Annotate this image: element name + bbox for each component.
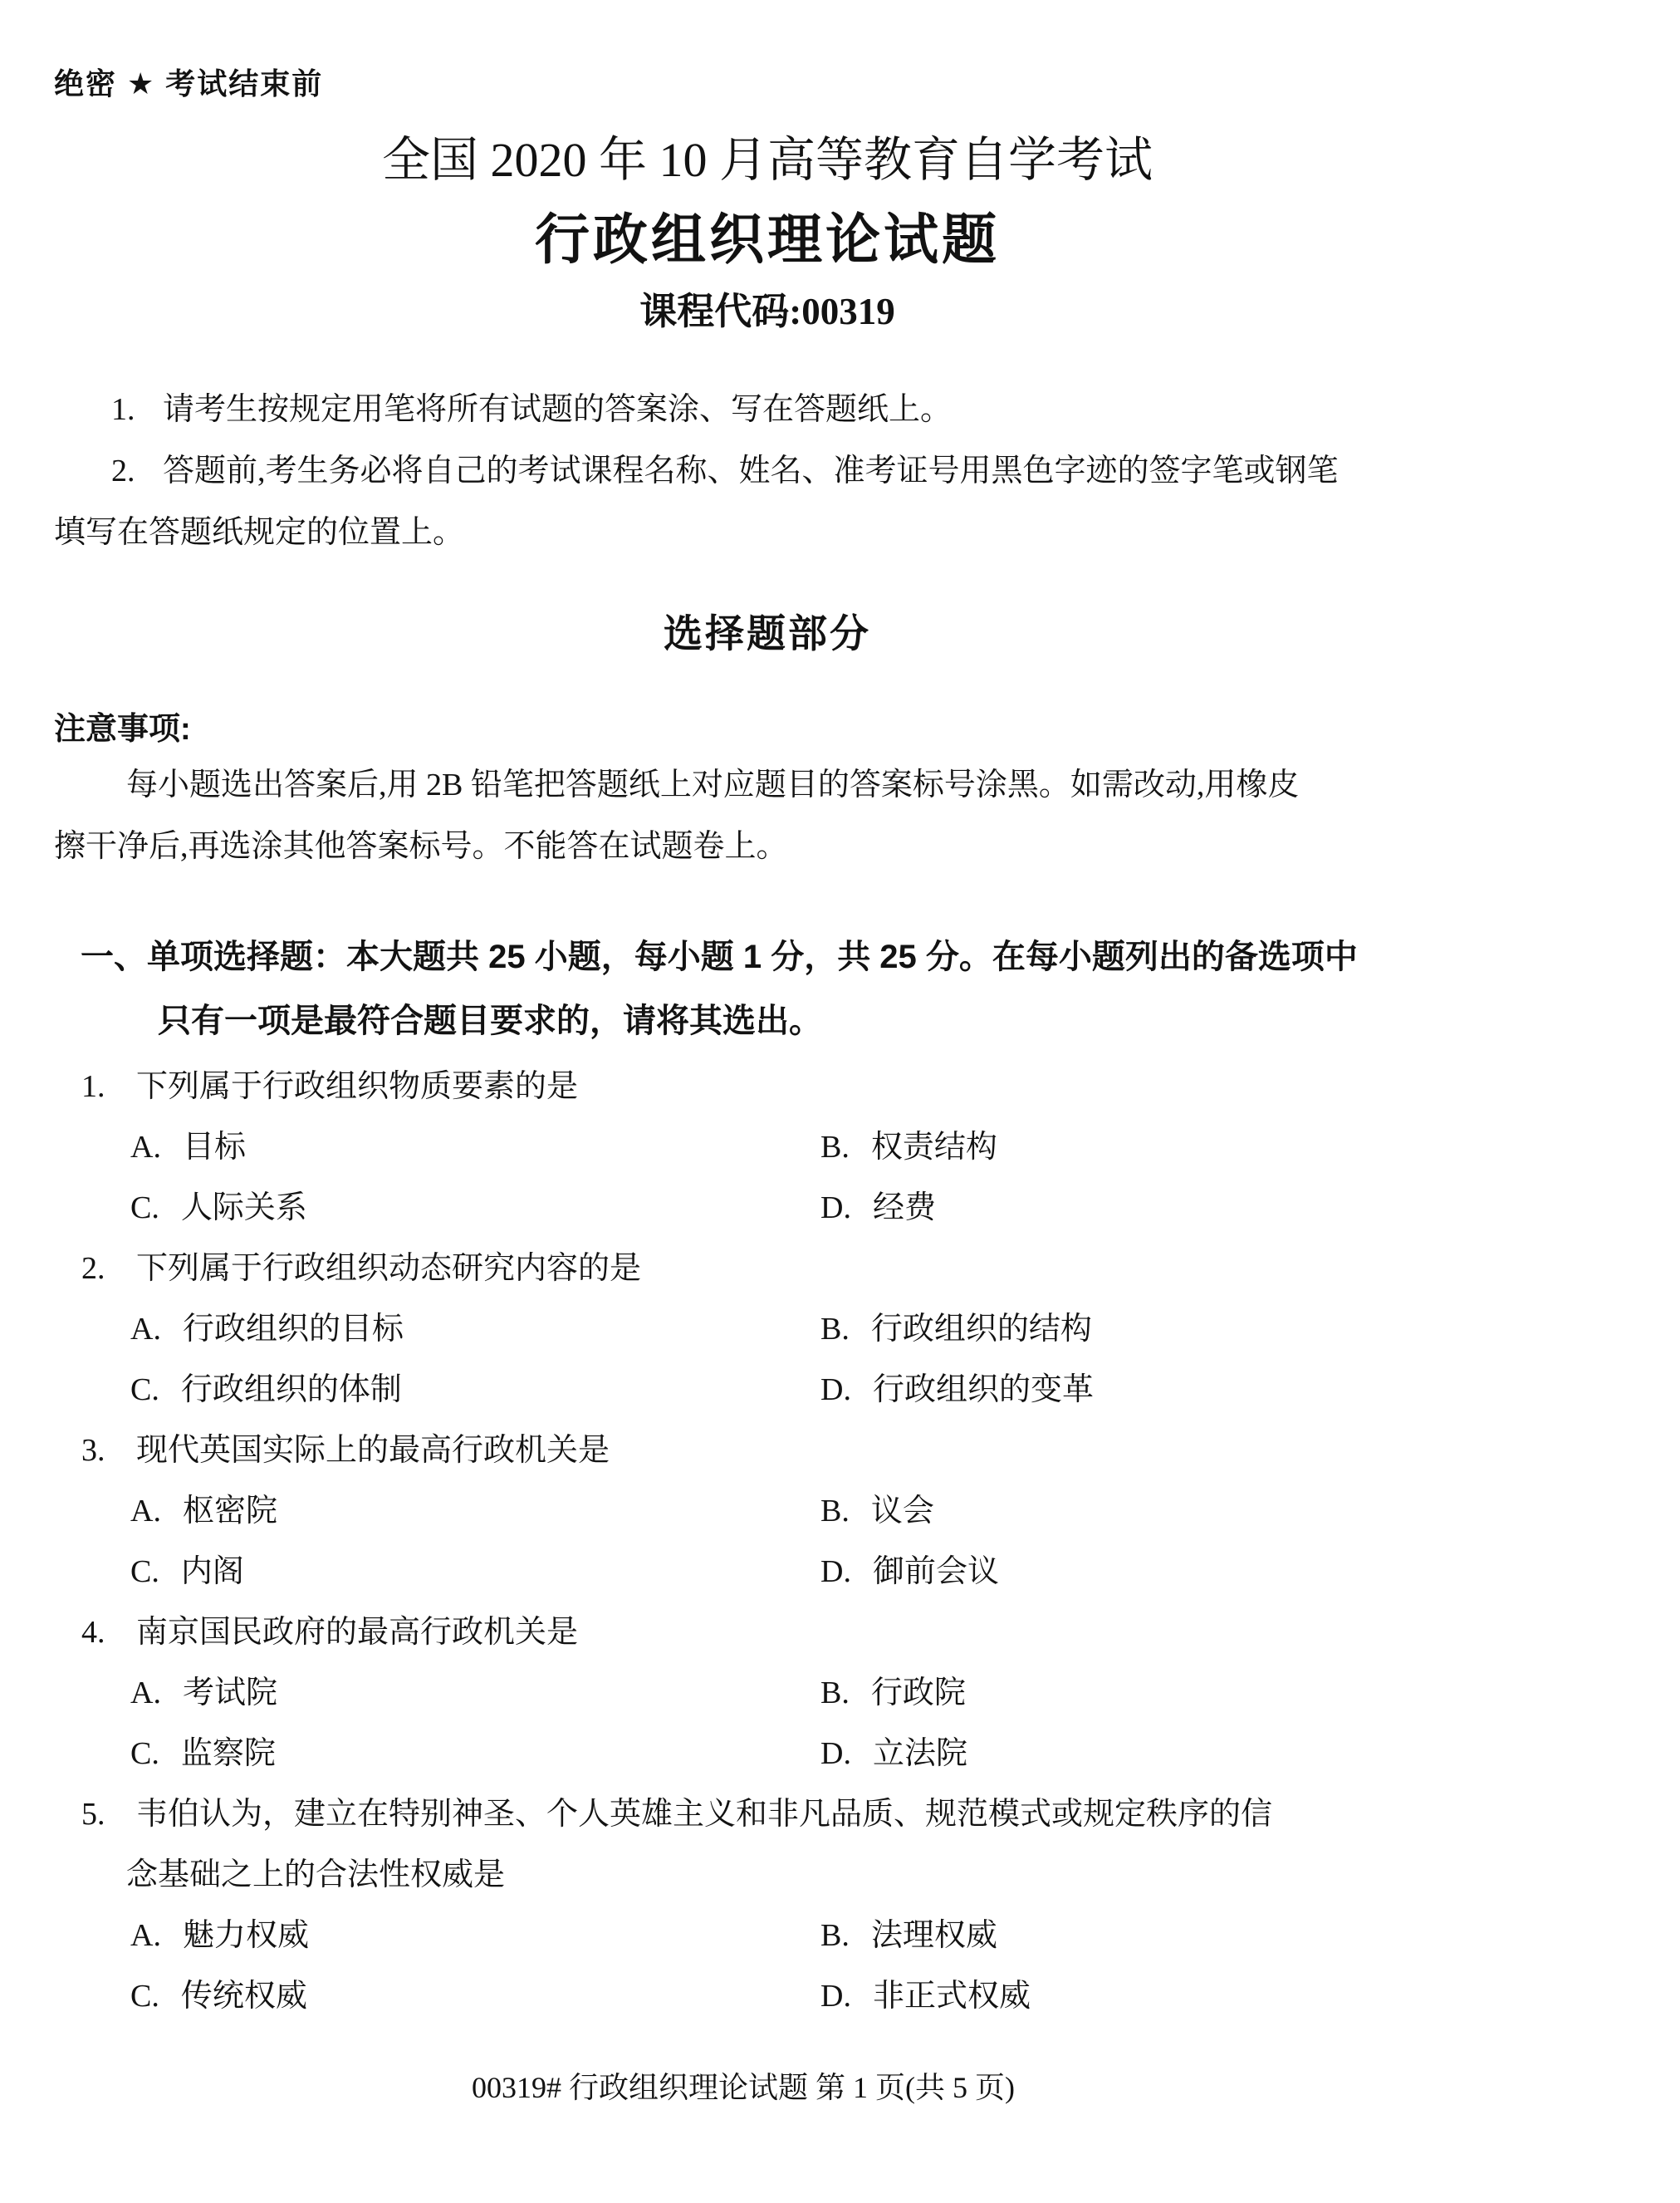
question-4 bbox=[54, 1602, 1481, 1784]
option-label: C. bbox=[130, 1554, 159, 1589]
option-text: 行政组织的体制 bbox=[180, 1372, 402, 1407]
option-a bbox=[130, 1663, 820, 1724]
question-text: 现代英国实际上的最高行政机关是 bbox=[136, 1433, 610, 1468]
option-row bbox=[54, 1966, 1481, 2027]
part1-heading bbox=[54, 925, 1481, 1053]
option-row bbox=[54, 1360, 1481, 1420]
option-d bbox=[820, 1360, 1481, 1420]
option-text: 权责结构 bbox=[870, 1130, 997, 1165]
option-label: C. bbox=[130, 1372, 159, 1407]
option-a bbox=[130, 1299, 820, 1360]
option-row bbox=[54, 1178, 1481, 1239]
option-text: 魅力权威 bbox=[182, 1918, 309, 1953]
option-d bbox=[820, 1966, 1481, 2027]
option-text: 考试院 bbox=[182, 1676, 277, 1710]
content-column bbox=[54, 0, 1481, 2104]
question-number: 5. bbox=[81, 1797, 105, 1832]
option-text: 行政组织的目标 bbox=[182, 1312, 404, 1347]
instruction-item-2 bbox=[54, 440, 1481, 502]
option-text: 目标 bbox=[182, 1130, 246, 1165]
notes-line: 擦干净后,再选涂其他答案标号。不能答在试题卷上。 bbox=[54, 829, 788, 864]
option-b bbox=[820, 1663, 1481, 1724]
option-row bbox=[54, 1906, 1481, 1966]
question-stem bbox=[54, 1057, 1481, 1117]
question-3 bbox=[54, 1420, 1481, 1602]
option-a bbox=[130, 1117, 820, 1178]
option-label: B. bbox=[820, 1312, 850, 1347]
option-label: B. bbox=[820, 1918, 850, 1953]
option-text: 法理权威 bbox=[870, 1918, 997, 1953]
option-label: A. bbox=[130, 1918, 161, 1953]
option-d bbox=[820, 1724, 1481, 1784]
option-label: A. bbox=[130, 1312, 161, 1347]
general-instructions bbox=[54, 379, 1481, 563]
option-text: 行政组织的变革 bbox=[872, 1372, 1094, 1407]
notes-paragraph bbox=[54, 754, 1481, 877]
option-text: 传统权威 bbox=[180, 1979, 307, 2014]
question-stem bbox=[54, 1420, 1481, 1481]
option-label: A. bbox=[130, 1494, 161, 1528]
question-stem bbox=[54, 1784, 1481, 1845]
instruction-text: 请考生按规定用笔将所有试题的答案涂、写在答题纸上。 bbox=[163, 392, 953, 427]
instruction-number: 2. bbox=[111, 454, 135, 488]
question-text: 下列属于行政组织物质要素的是 bbox=[136, 1069, 579, 1104]
question-stem bbox=[54, 1239, 1481, 1299]
option-row bbox=[54, 1724, 1481, 1784]
part1-heading-line: 一、单项选择题：本大题共 25 小题，每小题 1 分，共 25 分。在每小题列出的备选项中 bbox=[81, 939, 1358, 975]
option-label: D. bbox=[820, 1190, 851, 1225]
option-label: C. bbox=[130, 1979, 159, 2014]
page-footer: 00319# 行政组织理论试题 第 1 页(共 5 页) bbox=[472, 2071, 1015, 2104]
option-text: 非正式权威 bbox=[872, 1979, 1031, 2014]
option-a bbox=[130, 1481, 820, 1542]
option-label: B. bbox=[820, 1676, 850, 1710]
notes-label: 注意事项: bbox=[54, 712, 191, 747]
option-label: D. bbox=[820, 1372, 851, 1407]
option-label: A. bbox=[130, 1676, 161, 1710]
exam-title-line2: 行政组织理论试题 bbox=[535, 209, 1000, 270]
option-c bbox=[130, 1966, 820, 2027]
question-text-continuation: 念基础之上的合法性权威是 bbox=[126, 1857, 506, 1892]
option-d bbox=[820, 1542, 1481, 1602]
option-label: D. bbox=[820, 1736, 851, 1771]
question-number: 3. bbox=[81, 1433, 105, 1468]
option-text: 枢密院 bbox=[182, 1494, 277, 1528]
option-b bbox=[820, 1299, 1481, 1360]
option-a bbox=[130, 1906, 820, 1966]
question-text: 南京国民政府的最高行政机关是 bbox=[136, 1615, 579, 1650]
option-label: C. bbox=[130, 1190, 159, 1225]
question-number: 4. bbox=[81, 1615, 105, 1650]
option-text: 人际关系 bbox=[180, 1190, 307, 1225]
option-row bbox=[54, 1117, 1481, 1178]
option-d bbox=[820, 1178, 1481, 1239]
option-c bbox=[130, 1542, 820, 1602]
option-text: 立法院 bbox=[872, 1736, 967, 1771]
option-row bbox=[54, 1542, 1481, 1602]
question-1 bbox=[54, 1057, 1481, 1239]
option-text: 议会 bbox=[870, 1494, 934, 1528]
option-label: C. bbox=[130, 1736, 159, 1771]
question-5 bbox=[54, 1784, 1481, 2027]
option-row bbox=[54, 1299, 1481, 1360]
option-label: B. bbox=[820, 1494, 850, 1528]
question-2 bbox=[54, 1239, 1481, 1420]
option-text: 经费 bbox=[872, 1190, 936, 1225]
option-text: 行政院 bbox=[870, 1676, 966, 1710]
question-text: 韦伯认为，建立在特别神圣、个人英雄主义和非凡品质、规范模式或规定秩序的信 bbox=[136, 1797, 1273, 1832]
notes-line: 每小题选出答案后,用 2B 铅笔把答题纸上对应题目的答案标号涂黑。如需改动,用橡皮 bbox=[126, 768, 1300, 802]
instruction-number: 1. bbox=[111, 392, 135, 427]
option-b bbox=[820, 1906, 1481, 1966]
option-b bbox=[820, 1481, 1481, 1542]
option-text: 行政组织的结构 bbox=[870, 1312, 1092, 1347]
question-number: 1. bbox=[81, 1069, 105, 1104]
question-number: 2. bbox=[81, 1251, 105, 1286]
option-c bbox=[130, 1360, 820, 1420]
instruction-text-continuation: 填写在答题纸规定的位置上。 bbox=[54, 515, 465, 550]
option-c bbox=[130, 1724, 820, 1784]
part1-heading-line: 只有一项是最符合题目要求的，请将其选出。 bbox=[158, 1003, 822, 1039]
option-row bbox=[54, 1663, 1481, 1724]
option-label: D. bbox=[820, 1979, 851, 2014]
option-c bbox=[130, 1178, 820, 1239]
question-list bbox=[54, 1057, 1481, 2027]
option-text: 内阁 bbox=[180, 1554, 244, 1589]
instruction-item-1 bbox=[54, 379, 1481, 440]
course-code: 课程代码:00319 bbox=[639, 291, 895, 332]
question-stem bbox=[54, 1602, 1481, 1663]
option-text: 御前会议 bbox=[872, 1554, 999, 1589]
instruction-text: 答题前,考生务必将自己的考试课程名称、姓名、准考证号用黑色字迹的签字笔或钢笔 bbox=[163, 454, 1339, 488]
option-label: D. bbox=[820, 1554, 851, 1589]
section-heading-choice-part: 选择题部分 bbox=[664, 611, 871, 655]
option-b bbox=[820, 1117, 1481, 1178]
option-label: B. bbox=[820, 1130, 850, 1165]
question-text: 下列属于行政组织动态研究内容的是 bbox=[136, 1251, 642, 1286]
option-row bbox=[54, 1481, 1481, 1542]
exam-title-line1: 全国 2020 年 10 月高等教育自学考试 bbox=[381, 133, 1153, 187]
option-text: 监察院 bbox=[180, 1736, 276, 1771]
option-label: A. bbox=[130, 1130, 161, 1165]
security-banner: 绝密 ★ 考试结束前 bbox=[54, 66, 324, 101]
